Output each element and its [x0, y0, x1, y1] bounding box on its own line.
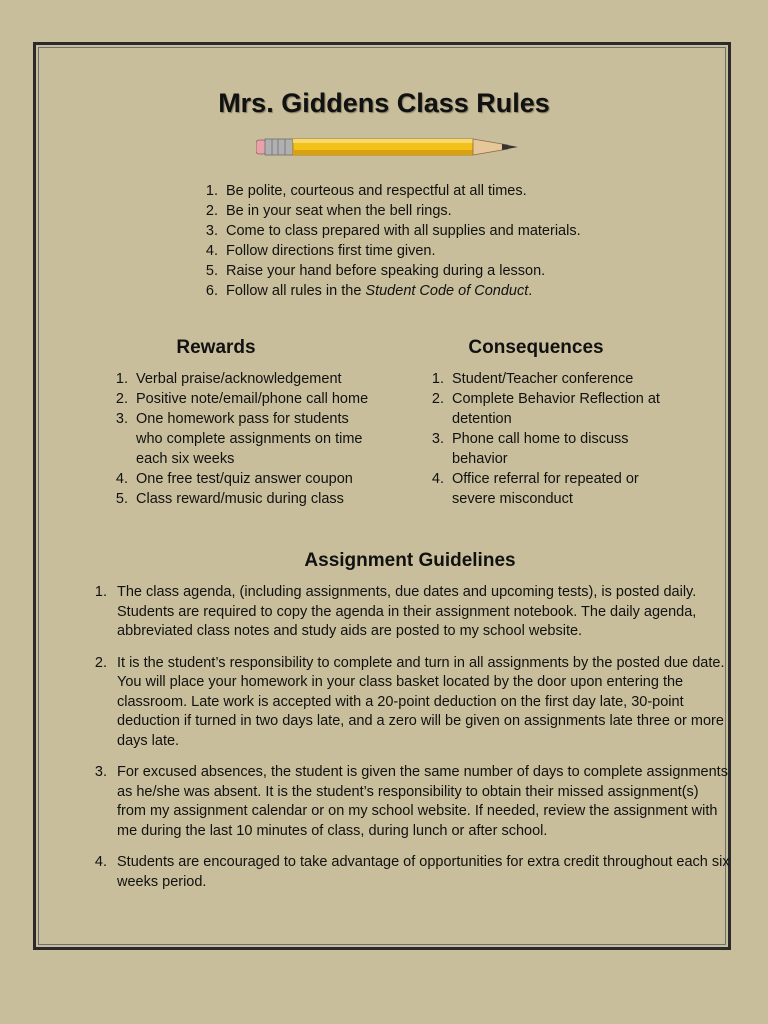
guidelines-heading: Assignment Guidelines: [304, 550, 516, 571]
guideline-item: [90, 853, 730, 892]
reward-item: [110, 469, 372, 489]
reward-number: 4.: [115, 471, 128, 487]
rule-text: Be polite, courteous and respectful at all times.: [226, 183, 527, 199]
rule-item: [200, 221, 581, 241]
consequence-text: Student/Teacher conference: [452, 371, 634, 387]
consequences-list: [426, 369, 682, 509]
consequence-text: Complete Behavior Reflection at detention: [452, 391, 660, 427]
guideline-number: 2.: [94, 654, 107, 671]
guideline-text: Students are encouraged to take advantage of opportunities for extra credit throughout each six weeks period.: [117, 854, 730, 890]
rule-number: 3.: [205, 223, 218, 239]
consequence-number: 2.: [431, 391, 444, 407]
guideline-item: [90, 763, 730, 841]
rule-number: 5.: [205, 263, 218, 279]
pencil-icon: [256, 134, 520, 160]
page-title: Mrs. Giddens Class Rules: [218, 88, 550, 118]
rule-text: Follow all rules in the: [226, 283, 366, 299]
reward-text: Class reward/music during class: [136, 491, 344, 507]
rewards-heading: Rewards: [176, 337, 256, 358]
consequence-item: [426, 389, 682, 429]
guideline-text: The class agenda, (including assignments, due dates and upcoming tests), is posted daily. Students are required to copy the agenda in their assignment notebook. The daily agenda, abbreviated class notes and study aids are posted to my school website.: [117, 584, 697, 639]
rule-text: Come to class prepared with all supplies and materials.: [226, 223, 581, 239]
rules-list: [200, 181, 581, 301]
guideline-number: 4.: [94, 854, 107, 870]
reward-text: One homework pass for students who complete assignments on time each six weeks: [136, 411, 363, 467]
consequence-text: Phone call home to discuss behavior: [452, 431, 629, 467]
consequences-heading: Consequences: [468, 337, 604, 358]
consequence-number: 4.: [431, 471, 444, 487]
consequence-item: [426, 369, 682, 389]
reward-number: 5.: [115, 491, 128, 507]
rule-italic-text: Student Code of Conduct: [365, 283, 529, 299]
consequence-text: Office referral for repeated or severe misconduct: [452, 471, 639, 507]
rule-item: [200, 281, 581, 301]
guideline-item: [90, 654, 730, 752]
rule-suffix: .: [528, 283, 533, 299]
reward-number: 2.: [115, 391, 128, 407]
rule-number: 6.: [205, 283, 218, 299]
rule-text: Follow directions first time given.: [226, 243, 436, 259]
consequence-number: 3.: [431, 431, 444, 447]
rule-item: [200, 261, 581, 281]
rule-number: 4.: [205, 243, 218, 259]
reward-item: [110, 489, 372, 509]
reward-text: Verbal praise/acknowledgement: [136, 371, 342, 387]
guideline-item: [90, 583, 730, 642]
consequence-item: [426, 429, 682, 469]
reward-number: 1.: [115, 371, 128, 387]
reward-text: Positive note/email/phone call home: [136, 391, 369, 407]
guideline-text: It is the student’s responsibility to complete and turn in all assignments by the posted due date. You will place your homework in your class basket located by the door upon entering the classroom. Late work is accepted with a 20-point deduction on the first day late, 30-point deduction if turned in two days late, and a zero will be given on assignments late three or more days late.: [117, 654, 725, 749]
reward-item: [110, 389, 372, 409]
rule-number: 1.: [205, 183, 218, 199]
reward-text: One free test/quiz answer coupon: [136, 471, 353, 487]
reward-item: [110, 409, 372, 469]
rule-number: 2.: [205, 203, 218, 219]
rule-text: Raise your hand before speaking during a lesson.: [226, 263, 546, 279]
guidelines-list: [90, 583, 730, 904]
guideline-number: 1.: [94, 584, 107, 600]
rewards-list: [110, 369, 372, 509]
consequence-number: 1.: [431, 371, 444, 387]
guideline-text: For excused absences, the student is given the same number of days to complete assignments as he/she was absent. It is the student’s responsibility to obtain their missed assignment(s) from my assignment calendar or on my school website. If needed, review the assignment with me during the last 10 minutes of class, during lunch or after school.: [117, 764, 728, 839]
reward-item: [110, 369, 372, 389]
reward-number: 3.: [115, 411, 128, 427]
consequence-item: [426, 469, 682, 509]
rule-item: [200, 181, 581, 201]
rule-item: [200, 201, 581, 221]
rule-text: Be in your seat when the bell rings.: [226, 203, 452, 219]
guideline-number: 3.: [94, 764, 107, 780]
rule-item: [200, 241, 581, 261]
